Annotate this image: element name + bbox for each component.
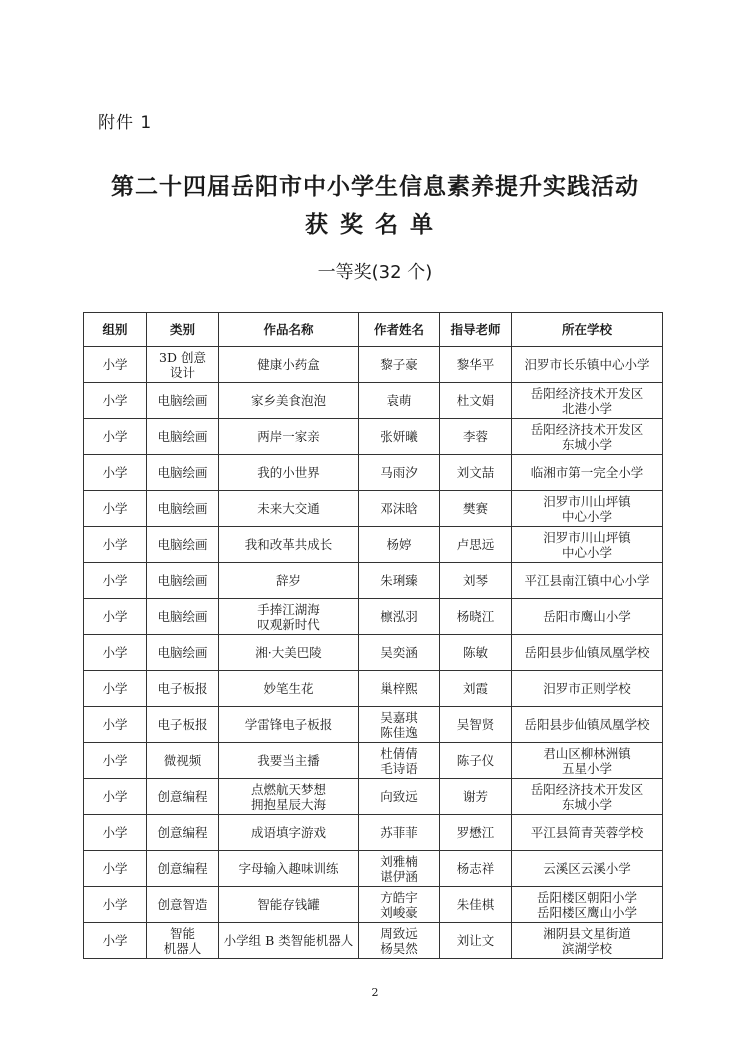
table-row — [84, 707, 663, 743]
cell-author — [359, 851, 440, 887]
document-subtitle: 获奖名单 — [305, 211, 445, 238]
cell-text: 周致远 — [380, 925, 418, 941]
attachment-label: 附件 1 — [98, 113, 153, 133]
cell-text: 吴奕涵 — [380, 645, 418, 660]
cell-school — [512, 851, 663, 887]
table-header-row — [84, 313, 663, 347]
cell-work-title — [219, 563, 359, 599]
awards-table-body — [84, 347, 663, 959]
cell-text: 杜倩倩 — [380, 745, 418, 761]
cell-text: 君山区柳林洲镇 — [543, 745, 631, 761]
cell-text: 电脑绘画 — [157, 465, 208, 480]
document-title: 第二十四届岳阳市中小学生信息素养提升实践活动 — [111, 173, 639, 200]
cell-school — [512, 887, 663, 923]
cell-work-title — [219, 815, 359, 851]
cell-text: 小学 — [102, 861, 128, 876]
cell-author — [359, 743, 440, 779]
cell-advisor — [440, 743, 512, 779]
cell-school — [512, 599, 663, 635]
cell-text: 马雨汐 — [380, 465, 418, 480]
cell-text: 拥抱星辰大海 — [250, 796, 326, 812]
cell-text: 小学 — [102, 897, 128, 912]
cell-work-title — [219, 383, 359, 419]
cell-school — [512, 491, 663, 527]
header-school: 所在学校 — [512, 313, 663, 347]
cell-text: 小学组 B 类智能机器人 — [223, 933, 354, 948]
table-row — [84, 563, 663, 599]
cell-advisor — [440, 815, 512, 851]
cell-text: 黎子豪 — [380, 357, 418, 372]
cell-school — [512, 779, 663, 815]
cell-school — [512, 923, 663, 959]
cell-category — [147, 563, 219, 599]
cell-group — [84, 707, 147, 743]
cell-text: 电子板报 — [157, 717, 208, 732]
cell-work-title — [219, 599, 359, 635]
cell-advisor — [440, 347, 512, 383]
cell-text: 刘琴 — [462, 573, 488, 588]
cell-text: 智能 — [169, 925, 195, 941]
cell-category — [147, 635, 219, 671]
cell-category — [147, 887, 219, 923]
cell-group — [84, 851, 147, 887]
cell-text: 刘霞 — [462, 681, 488, 696]
cell-text: 小学 — [102, 789, 128, 804]
cell-text: 岳阳经济技术开发区 — [530, 385, 644, 401]
table-row — [84, 815, 663, 851]
cell-text: 巢梓熙 — [380, 681, 418, 696]
cell-text: 向致远 — [380, 789, 418, 804]
cell-text: 杨昊然 — [380, 940, 418, 956]
cell-text: 小学 — [102, 465, 128, 480]
cell-category — [147, 851, 219, 887]
cell-advisor — [440, 599, 512, 635]
cell-text: 汨罗市川山坪镇 — [543, 529, 631, 545]
cell-text: 苏菲菲 — [380, 825, 418, 840]
cell-text: 电子板报 — [157, 681, 208, 696]
cell-advisor — [440, 887, 512, 923]
cell-group — [84, 419, 147, 455]
cell-author — [359, 707, 440, 743]
cell-work-title — [219, 707, 359, 743]
cell-text: 学雷锋电子板报 — [244, 717, 333, 732]
cell-group — [84, 635, 147, 671]
cell-author — [359, 563, 440, 599]
cell-group — [84, 383, 147, 419]
cell-text: 李蓉 — [462, 429, 488, 444]
table-row — [84, 419, 663, 455]
table-row — [84, 491, 663, 527]
cell-group — [84, 527, 147, 563]
cell-author — [359, 815, 440, 851]
header-category: 类别 — [147, 313, 219, 347]
table-row — [84, 383, 663, 419]
table-row — [84, 455, 663, 491]
cell-work-title — [219, 455, 359, 491]
cell-author — [359, 419, 440, 455]
cell-text: 汨罗市正则学校 — [543, 681, 631, 696]
table-row — [84, 599, 663, 635]
cell-work-title — [219, 527, 359, 563]
cell-advisor — [440, 383, 512, 419]
cell-text: 汨罗市长乐镇中心小学 — [524, 357, 650, 372]
cell-group — [84, 815, 147, 851]
cell-group — [84, 779, 147, 815]
cell-advisor — [440, 419, 512, 455]
section-title: 一等奖(32 个) — [317, 262, 433, 283]
cell-group — [84, 887, 147, 923]
awards-table — [83, 312, 663, 959]
cell-text: 小学 — [102, 501, 128, 516]
cell-advisor — [440, 635, 512, 671]
table-row — [84, 851, 663, 887]
cell-text: 东城小学 — [561, 436, 612, 452]
cell-text: 电脑绘画 — [157, 429, 208, 444]
cell-school — [512, 635, 663, 671]
cell-text: 我的小世界 — [257, 465, 320, 480]
cell-text: 吴嘉琪 — [380, 709, 418, 725]
table-row — [84, 635, 663, 671]
cell-school — [512, 527, 663, 563]
cell-advisor — [440, 491, 512, 527]
cell-text: 成语填字游戏 — [250, 825, 326, 840]
cell-text: 檩泓羽 — [380, 609, 418, 624]
cell-text: 辞岁 — [275, 573, 301, 588]
cell-advisor — [440, 563, 512, 599]
cell-text: 中心小学 — [561, 544, 612, 560]
cell-text: 未来大交通 — [257, 501, 320, 516]
cell-text: 平江县南江镇中心小学 — [524, 573, 650, 588]
cell-school — [512, 455, 663, 491]
cell-text: 小学 — [102, 825, 128, 840]
header-group: 组别 — [84, 313, 147, 347]
cell-category — [147, 347, 219, 383]
cell-work-title — [219, 635, 359, 671]
cell-text: 岳阳县步仙镇凤凰学校 — [524, 645, 650, 660]
cell-text: 杜文娟 — [456, 393, 495, 408]
cell-group — [84, 563, 147, 599]
cell-text: 滨湖学校 — [561, 940, 612, 956]
cell-work-title — [219, 779, 359, 815]
cell-work-title — [219, 671, 359, 707]
header-work-title: 作品名称 — [219, 313, 359, 347]
cell-text: 邓沫晗 — [380, 501, 418, 516]
cell-text: 云溪区云溪小学 — [543, 861, 631, 876]
cell-text: 临湘市第一完全小学 — [530, 465, 644, 480]
cell-text: 电脑绘画 — [157, 537, 208, 552]
cell-text: 创意智造 — [157, 897, 208, 912]
cell-text: 点燃航天梦想 — [250, 781, 326, 797]
cell-text: 黎华平 — [456, 357, 495, 372]
cell-text: 卢思远 — [456, 537, 495, 552]
cell-text: 陈子仪 — [456, 753, 495, 768]
cell-text: 湘阴县文星街道 — [543, 925, 631, 941]
cell-author — [359, 455, 440, 491]
cell-advisor — [440, 455, 512, 491]
cell-text: 设计 — [169, 364, 195, 380]
cell-text: 汨罗市川山坪镇 — [543, 493, 631, 509]
cell-category — [147, 707, 219, 743]
cell-text: 岳阳县步仙镇凤凰学校 — [524, 717, 650, 732]
cell-text: 小学 — [102, 537, 128, 552]
cell-text: 机器人 — [163, 940, 202, 956]
cell-text: 樊赛 — [462, 501, 488, 516]
cell-school — [512, 563, 663, 599]
cell-text: 微视频 — [163, 753, 202, 768]
cell-advisor — [440, 707, 512, 743]
cell-text: 小学 — [102, 609, 128, 624]
table-row — [84, 923, 663, 959]
cell-text: 智能存钱罐 — [257, 897, 320, 912]
cell-group — [84, 491, 147, 527]
cell-group — [84, 923, 147, 959]
cell-text: 叹观新时代 — [257, 616, 320, 632]
cell-text: 岳阳经济技术开发区 — [530, 421, 644, 437]
cell-advisor — [440, 527, 512, 563]
cell-text: 刘文喆 — [456, 465, 495, 480]
table-row — [84, 743, 663, 779]
cell-text: 张妍曦 — [380, 429, 418, 444]
cell-text: 陈佳逸 — [380, 724, 418, 740]
cell-text: 湘·大美巴陵 — [255, 645, 322, 660]
page-number: 2 — [371, 986, 379, 999]
cell-text: 妙笔生花 — [263, 681, 314, 696]
cell-text: 刘峻豪 — [380, 904, 418, 920]
cell-text: 北港小学 — [561, 400, 612, 416]
cell-text: 吴智贤 — [456, 717, 495, 732]
cell-school — [512, 347, 663, 383]
cell-text: 创意编程 — [157, 825, 208, 840]
cell-text: 岳阳楼区鹰山小学 — [536, 904, 637, 920]
cell-text: 刘让文 — [456, 933, 495, 948]
cell-work-title — [219, 923, 359, 959]
cell-author — [359, 347, 440, 383]
cell-author — [359, 887, 440, 923]
cell-text: 五星小学 — [561, 760, 612, 776]
cell-author — [359, 383, 440, 419]
cell-school — [512, 383, 663, 419]
cell-group — [84, 599, 147, 635]
cell-author — [359, 779, 440, 815]
cell-category — [147, 491, 219, 527]
table-row — [84, 527, 663, 563]
cell-group — [84, 455, 147, 491]
cell-school — [512, 419, 663, 455]
cell-text: 我和改革共成长 — [244, 537, 333, 552]
cell-text: 陈敏 — [462, 645, 488, 660]
cell-text: 罗懋江 — [456, 825, 495, 840]
cell-category — [147, 779, 219, 815]
table-row — [84, 671, 663, 707]
cell-author — [359, 635, 440, 671]
table-row — [84, 779, 663, 815]
table-row — [84, 347, 663, 383]
cell-advisor — [440, 851, 512, 887]
cell-text: 小学 — [102, 753, 128, 768]
cell-text: 电脑绘画 — [157, 645, 208, 660]
cell-text: 杨婷 — [386, 537, 412, 552]
cell-category — [147, 743, 219, 779]
cell-school — [512, 815, 663, 851]
cell-advisor — [440, 671, 512, 707]
cell-text: 电脑绘画 — [157, 573, 208, 588]
cell-category — [147, 419, 219, 455]
cell-group — [84, 671, 147, 707]
cell-text: 小学 — [102, 645, 128, 660]
cell-group — [84, 743, 147, 779]
table-row — [84, 887, 663, 923]
cell-text: 小学 — [102, 393, 128, 408]
cell-text: 家乡美食泡泡 — [250, 393, 326, 408]
header-author: 作者姓名 — [359, 313, 440, 347]
cell-text: 小学 — [102, 429, 128, 444]
cell-category — [147, 671, 219, 707]
cell-group — [84, 347, 147, 383]
cell-text: 创意编程 — [157, 861, 208, 876]
cell-text: 手捧江湖海 — [257, 601, 320, 617]
header-advisor: 指导老师 — [440, 313, 512, 347]
cell-text: 东城小学 — [561, 796, 612, 812]
cell-text: 字母输入趣味训练 — [238, 861, 339, 876]
cell-text: 3D 创意 — [159, 349, 206, 365]
cell-text: 杨晓江 — [456, 609, 495, 624]
cell-text: 健康小药盒 — [257, 357, 320, 372]
cell-text: 两岸一家亲 — [257, 429, 320, 444]
cell-text: 小学 — [102, 933, 128, 948]
cell-text: 小学 — [102, 357, 128, 372]
cell-text: 谢芳 — [462, 789, 488, 804]
cell-text: 毛诗语 — [380, 760, 418, 776]
cell-text: 朱琍臻 — [380, 573, 418, 588]
cell-text: 朱佳棋 — [456, 897, 495, 912]
cell-school — [512, 707, 663, 743]
cell-text: 刘雅楠 — [380, 853, 418, 869]
cell-category — [147, 815, 219, 851]
cell-text: 袁萌 — [386, 393, 412, 408]
cell-author — [359, 923, 440, 959]
cell-school — [512, 671, 663, 707]
cell-category — [147, 383, 219, 419]
cell-author — [359, 527, 440, 563]
cell-text: 创意编程 — [157, 789, 208, 804]
cell-work-title — [219, 887, 359, 923]
cell-category — [147, 455, 219, 491]
cell-school — [512, 743, 663, 779]
cell-work-title — [219, 851, 359, 887]
cell-author — [359, 671, 440, 707]
cell-work-title — [219, 743, 359, 779]
cell-text: 谌伊涵 — [380, 868, 418, 884]
cell-text: 小学 — [102, 573, 128, 588]
cell-text: 岳阳经济技术开发区 — [530, 781, 644, 797]
cell-category — [147, 599, 219, 635]
cell-text: 平江县简青芙蓉学校 — [530, 825, 644, 840]
cell-category — [147, 923, 219, 959]
cell-author — [359, 491, 440, 527]
cell-text: 岳阳楼区朝阳小学 — [536, 889, 637, 905]
cell-text: 小学 — [102, 717, 128, 732]
cell-advisor — [440, 923, 512, 959]
cell-text: 我要当主播 — [257, 753, 320, 768]
cell-work-title — [219, 347, 359, 383]
cell-advisor — [440, 779, 512, 815]
cell-text: 小学 — [102, 681, 128, 696]
cell-author — [359, 599, 440, 635]
cell-category — [147, 527, 219, 563]
cell-text: 电脑绘画 — [157, 393, 208, 408]
cell-text: 电脑绘画 — [157, 609, 208, 624]
cell-text: 中心小学 — [561, 508, 612, 524]
cell-work-title — [219, 491, 359, 527]
cell-text: 电脑绘画 — [157, 501, 208, 516]
cell-text: 杨志祥 — [456, 861, 495, 876]
cell-text: 方皓宇 — [380, 889, 418, 905]
cell-text: 岳阳市鹰山小学 — [543, 609, 631, 624]
cell-work-title — [219, 419, 359, 455]
